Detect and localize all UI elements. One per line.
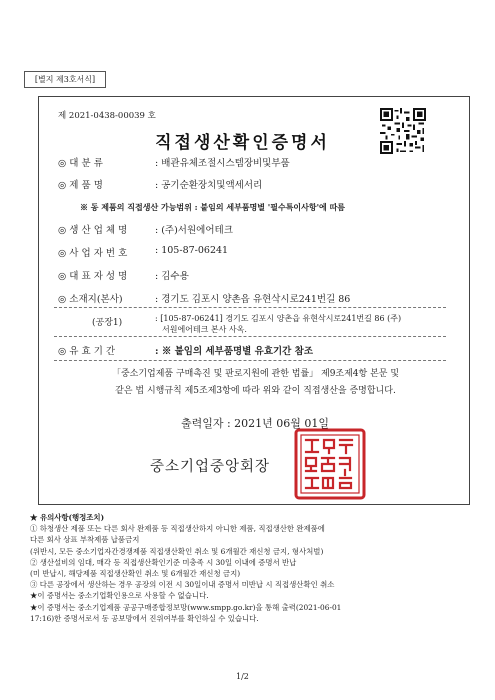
factory-value-line1: : [105-87-06241] 경기도 김포시 양촌읍 유현삭시로241번길 86 (주) <box>155 314 402 323</box>
certification-text-line2: 같은 법 시행규칙 제5조제3항에 따라 위와 같이 직접생산을 증명합니다. <box>115 386 396 396</box>
form-label: [별지 제3호서식] <box>24 71 106 88</box>
notice-line: 17:16)한 증명서로서 동 공보망에서 진위여부를 확인하실 수 있습니다. <box>30 613 259 623</box>
ceo-value: : 김수용 <box>155 271 189 282</box>
notice-line: 다른 회사 상표 부착제품 납품금지 <box>30 535 140 545</box>
notice-line: ★이 증명서는 중소기업제품 공공구매종합정보망(www.smpp.go.kr)을 통해 출력(2021-06-01 <box>30 602 342 612</box>
notice-line: (미 반납시, 해당제품 직접생산확인 취소 및 6개월간 재신청 금지) <box>30 569 241 579</box>
issuer-name: 중소기업중앙회장 <box>150 459 271 475</box>
company-value: : (주)서원에어테크 <box>155 225 233 236</box>
divider <box>54 360 446 361</box>
divider <box>54 307 446 308</box>
page-number: 1/2 <box>236 672 249 681</box>
address-value: : 경기도 김포시 양촌읍 유현삭시로241번길 86 <box>155 294 351 305</box>
certificate-title: 직접생산확인증명서 <box>155 133 330 153</box>
category-value: : 배관유체조절시스템장비및부품 <box>155 158 290 169</box>
qr-code-icon <box>380 108 426 154</box>
divider <box>54 336 446 337</box>
validity-label: ◎ 유 효 기 간 <box>58 346 116 357</box>
ceo-label: ◎ 대 표 자 성 명 <box>58 271 128 282</box>
factory-value-line2: 서원에어테크 본사 사옥. <box>162 325 247 334</box>
official-seal-icon <box>294 428 366 500</box>
product-value: : 공기순환장치및액세서리 <box>155 180 263 191</box>
product-label: ◎ 제 품 명 <box>58 180 103 191</box>
validity-value: : ※ 붙임의 세부품명별 유효기간 참조 <box>155 346 314 357</box>
notice-line: (위반시, 모든 중소기업자간경쟁제품 직접생산확인 취소 및 6개월간 재신청 금지, 형사처벌) <box>30 546 324 556</box>
document-number: 제 2021-0438-00039 호 <box>58 111 156 121</box>
biz-no-label: ◎ 사 업 자 번 호 <box>58 248 128 259</box>
notice-line: ★ 유의사항(행정조치) <box>30 513 105 522</box>
notice-line: ③ 다른 공장에서 생산하는 경우 공장의 이전 시 30일이내 증명서 미반납 시 직접생산확인 취소 <box>30 580 335 590</box>
scope-note: ※ 동 제품의 직접생산 가능범위 : 붙임의 세부품명별 '필수특이사항'에 따름 <box>80 202 346 212</box>
address-label: ◎ 소재지(본사) <box>58 294 123 305</box>
category-label: ◎ 대 분 류 <box>58 158 103 169</box>
biz-no-value: : 105-87-06241 <box>155 245 229 256</box>
certification-text-line1: 「중소기업제품 구매촉진 및 판로지원에 관한 법률」 제9조제4항 본문 및 <box>111 369 400 379</box>
notice-line: ★이 증명서는 중소기업확인용으로 사용할 수 없습니다. <box>30 591 209 601</box>
print-date: 출력일자 : 2021년 06월 01일 <box>180 417 330 430</box>
company-label: ◎ 생 산 업 체 명 <box>58 225 128 236</box>
notice-section <box>30 512 475 624</box>
notice-line: ① 하청생산 제품 또는 다른 회사 완제품 등 직접생산하지 아니한 제품, 직접생산한 완제품에 <box>30 524 325 534</box>
notice-line: ② 생산설비의 임대, 매각 등 직접생산확인기준 미충족 시 30일 이내에 증명서 반납 <box>30 557 297 567</box>
factory-label: (공장1) <box>92 318 123 328</box>
